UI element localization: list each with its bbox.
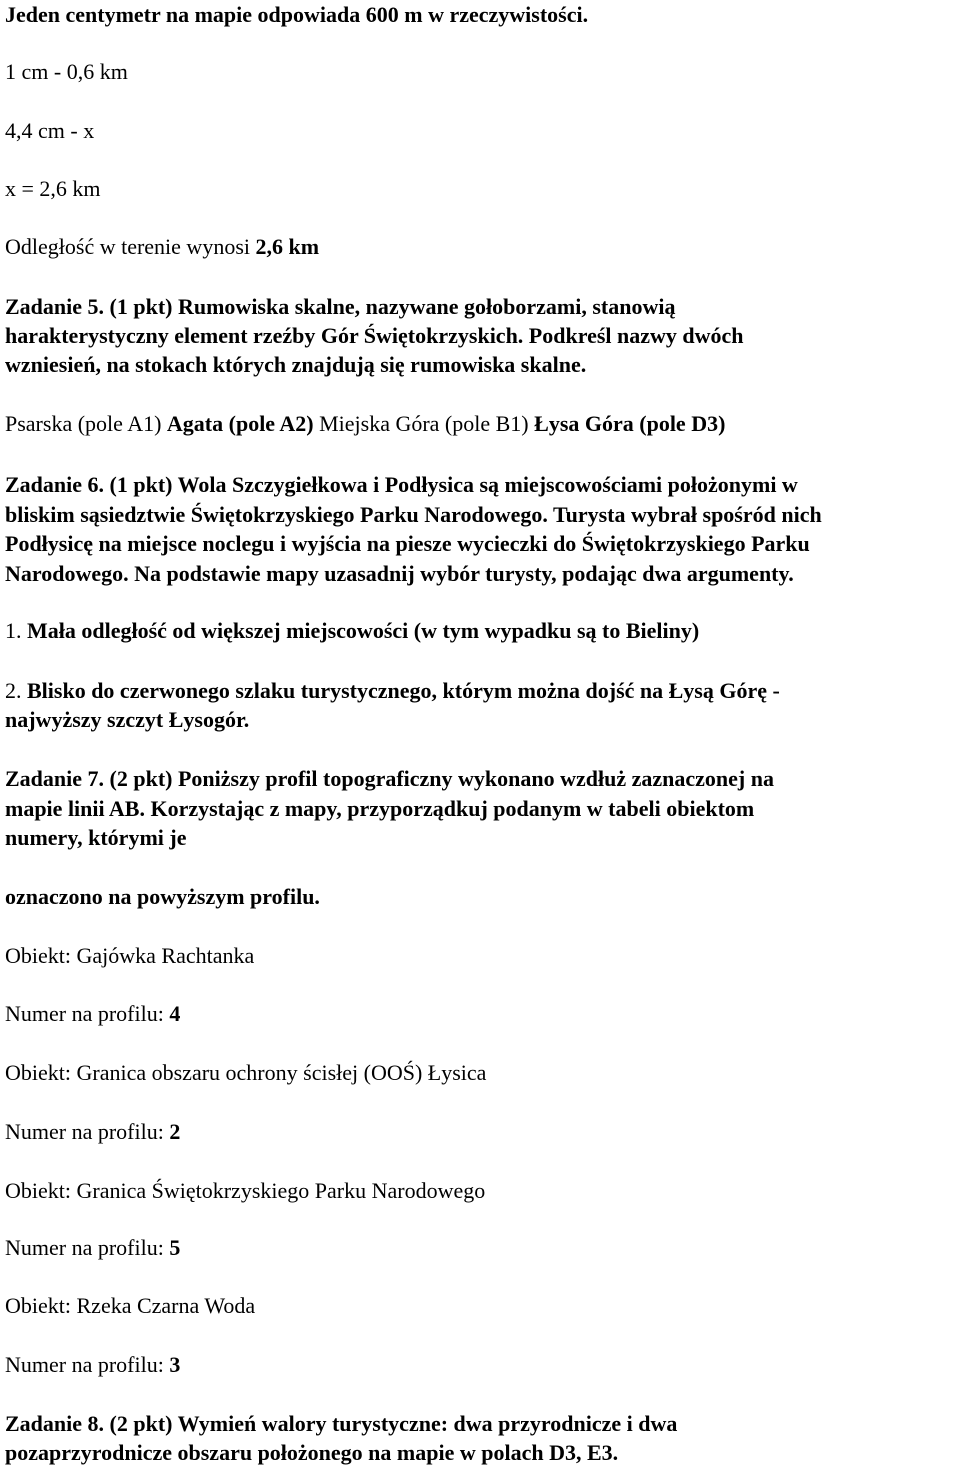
profile-number-row: Numer na profilu: 4 bbox=[5, 1001, 181, 1026]
task6-line-3: Podłysicę na miejsce noclegu i wyjścia na piesze wycieczki do Świętokrzyskiego Parku bbox=[5, 531, 810, 556]
object-row: Obiekt: Granica obszaru ochrony ścisłej (OOŚ) Łysica bbox=[5, 1060, 487, 1085]
task8-line-1: Zadanie 8. (2 pkt) Wymień walory turystyczne: dwa przyrodnicze i dwa bbox=[5, 1411, 678, 1436]
profile-number-row: Numer na profilu: 5 bbox=[5, 1235, 181, 1260]
profile-number-row: Numer na profilu: 3 bbox=[5, 1352, 181, 1377]
task6-line-1: Zadanie 6. (1 pkt) Wola Szczygiełkowa i Podłysica są miejscowościami położonymi w bbox=[5, 472, 798, 497]
task5-answer: Psarska (pole A1) Agata (pole A2) Miejska Góra (pole B1) Łysa Góra (pole D3) bbox=[5, 411, 726, 436]
task5-line-1: Zadanie 5. (1 pkt) Rumowiska skalne, nazywane gołoborzami, stanowią bbox=[5, 294, 676, 319]
distance-answer bbox=[5, 232, 319, 261]
calc-line-3: x = 2,6 km bbox=[5, 176, 101, 201]
task7-line-2: mapie linii AB. Korzystając z mapy, przyporządkuj podanym w tabeli obiektom bbox=[5, 796, 755, 821]
calc-line-2: 4,4 cm - x bbox=[5, 118, 95, 143]
object-row: Obiekt: Gajówka Rachtanka bbox=[5, 943, 255, 968]
profile-number-row: Numer na profilu: 2 bbox=[5, 1119, 181, 1144]
distance-answer-label: Odległość w terenie wynosi bbox=[5, 234, 256, 259]
task6-line-2: bliskim sąsiedztwie Świętokrzyskiego Parku Narodowego. Turysta wybrał spośród nich bbox=[5, 502, 822, 527]
task6-line-4: Narodowego. Na podstawie mapy uzasadnij wybór turysty, podając dwa argumenty. bbox=[5, 561, 794, 586]
task8-line-2: pozaprzyrodnicze obszaru położonego na mapie w polach D3, E3. bbox=[5, 1440, 619, 1465]
distance-answer-value: 2,6 km bbox=[255, 234, 320, 259]
task7-line-4: oznaczono na powyższym profilu. bbox=[5, 884, 320, 909]
object-row: Obiekt: Rzeka Czarna Woda bbox=[5, 1293, 256, 1318]
task6-label: Zadanie 6. bbox=[5, 472, 105, 497]
task6-answer-1: 1. Mała odległość od większej miejscowości (w tym wypadku są to Bieliny) bbox=[5, 618, 700, 643]
object-row: Obiekt: Granica Świętokrzyskiego Parku Narodowego bbox=[5, 1178, 486, 1203]
task6-answer-2-cont: najwyższy szczyt Łysogór. bbox=[5, 707, 250, 732]
task7-label: Zadanie 7. bbox=[5, 766, 105, 791]
task5-line-3: wzniesień, na stokach których znajdują się rumowiska skalne. bbox=[5, 352, 587, 377]
intro-heading: Jeden centymetr na mapie odpowiada 600 m w rzeczywistości. bbox=[5, 2, 589, 27]
task5-line-2: harakterystyczny element rzeźby Gór Świętokrzyskich. Podkreśl nazwy dwóch bbox=[5, 323, 744, 348]
task7-line-1: Zadanie 7. (2 pkt) Poniższy profil topograficzny wykonano wzdłuż zaznaczonej na bbox=[5, 766, 774, 791]
task5-label: Zadanie 5. bbox=[5, 294, 105, 319]
calc-line-1: 1 cm - 0,6 km bbox=[5, 59, 128, 84]
task7-line-3: numery, którymi je bbox=[5, 825, 187, 850]
task6-answer-2: 2. Blisko do czerwonego szlaku turystycznego, którym można dojść na Łysą Górę - bbox=[5, 678, 780, 703]
task8-label: Zadanie 8. bbox=[5, 1411, 105, 1436]
